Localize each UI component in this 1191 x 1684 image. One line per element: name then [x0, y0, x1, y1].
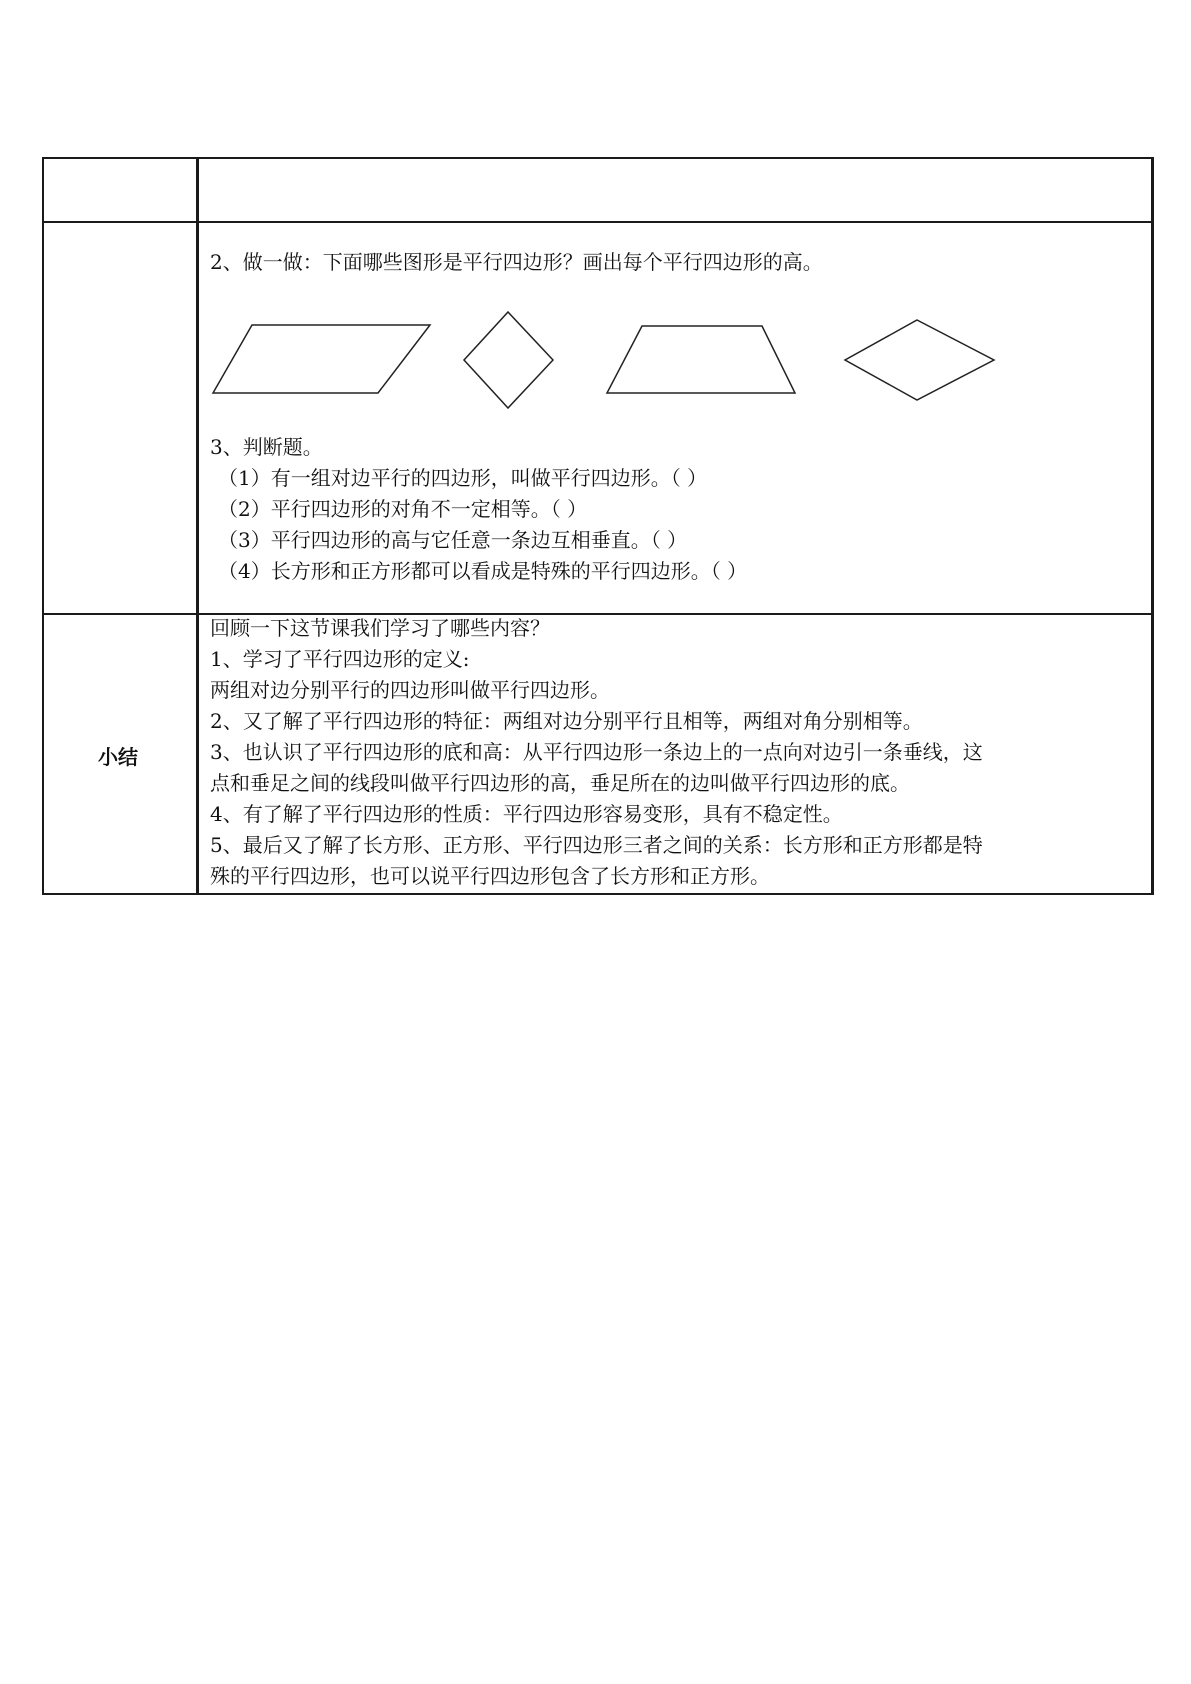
- judgement-item: （1）有一组对边平行的四边形，叫做平行四边形。（ ）: [218, 466, 708, 490]
- shapes-figure: [205, 305, 1005, 415]
- summary-line: 5、最后又了解了长方形、正方形、平行四边形三者之间的关系：长方形和正方形都是特: [210, 833, 983, 857]
- summary-line: 2、又了解了平行四边形的特征：两组对边分别平行且相等，两组对角分别相等。: [210, 709, 923, 733]
- summary-line: 殊的平行四边形，也可以说平行四边形包含了长方形和正方形。: [210, 864, 770, 888]
- summary-line: 3、也认识了平行四边形的底和高：从平行四边形一条边上的一点向对边引一条垂线，这: [210, 740, 983, 764]
- parallelogram-shape: [213, 325, 430, 393]
- judgement-item: （2）平行四边形的对角不一定相等。（ ）: [218, 497, 588, 521]
- exercise-3: [210, 432, 747, 587]
- judgement-item: （3）平行四边形的高与它任意一条边互相垂直。（ ）: [218, 528, 688, 552]
- rhombus-shape: [464, 312, 553, 408]
- summary-line: 4、有了解了平行四边形的性质：平行四边形容易变形，具有不稳定性。: [210, 802, 843, 826]
- table-row: [43, 158, 1153, 222]
- summary-line: 1、学习了平行四边形的定义:: [210, 647, 470, 671]
- summary-body: [210, 613, 1145, 892]
- summary-line: 两组对边分别平行的四边形叫做平行四边形。: [210, 678, 610, 702]
- label-cell: [43, 158, 198, 222]
- judgement-item: （4）长方形和正方形都可以看成是特殊的平行四边形。（ ）: [218, 559, 748, 583]
- summary-line: 点和垂足之间的线段叫做平行四边形的高，垂足所在的边叫做平行四边形的底。: [210, 771, 910, 795]
- diamond-shape: [845, 320, 994, 400]
- exercise-2-prompt: 2、做一做：下面哪些图形是平行四边形？画出每个平行四边形的高。: [210, 250, 823, 274]
- summary-line: 回顾一下这节课我们学习了哪些内容？: [210, 616, 550, 640]
- label-cell: [43, 222, 198, 614]
- content-cell: [198, 158, 1153, 222]
- exercise-3-title: 3、判断题。: [210, 435, 323, 459]
- summary-label: 小结: [98, 745, 138, 769]
- trapezoid-shape: [607, 326, 795, 393]
